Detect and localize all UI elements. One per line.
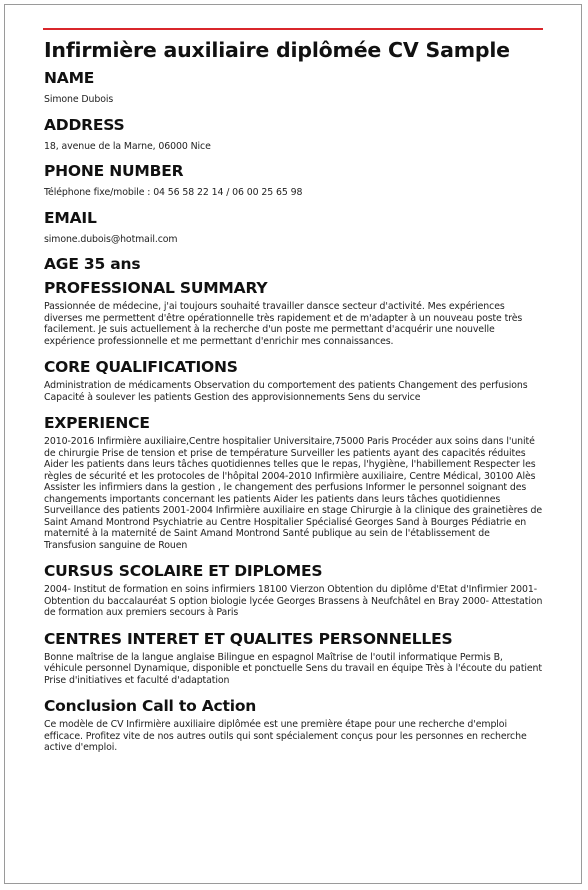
section-heading-email: EMAIL bbox=[44, 208, 97, 227]
section-education bbox=[44, 561, 544, 619]
section-heading-summary: PROFESSIONAL SUMMARY bbox=[44, 279, 268, 297]
section-conclusion bbox=[44, 696, 544, 754]
section-interests bbox=[44, 629, 544, 687]
section-heading-education: CURSUS SCOLAIRE ET DIPLOMES bbox=[44, 562, 323, 580]
section-address bbox=[44, 115, 544, 153]
qualifications-text: Administration de médicaments Observation du comportement des patients Changement des perfusions Capacité à soulever les patients Gestion des approvisionnements Sens du service bbox=[44, 380, 528, 403]
section-name bbox=[44, 68, 544, 106]
section-email bbox=[44, 208, 544, 246]
section-heading-phone: PHONE NUMBER bbox=[44, 162, 184, 180]
phone-value: Téléphone fixe/mobile : 04 56 58 22 14 / 06 00 25 65 98 bbox=[44, 187, 303, 198]
conclusion-text: Ce modèle de CV Infirmière auxiliaire diplômée est une première étape pour une recherche d'emploi efficace. Profitez vite de nos autres outils qui sont spécialement conçus pour les personnes en recherche active d'emploi. bbox=[44, 719, 527, 753]
section-heading-qualifications: CORE QUALIFICATIONS bbox=[44, 358, 238, 376]
experience-text: 2010-2016 Infirmière auxiliaire,Centre hospitalier Universitaire,75000 Paris Procéder aux soins dans l'unité de chirurgie Prise de tension et prise de température Surveiller les patients ayant des capacités réduites Aider les patients dans leurs tâches quotidiennes telles que le repas, l'hygiène, l'habillement Respecter les règles de sécurité et les protocoles de l'hôpital 2004-2010 Infirmière auxiliaire, Centre Médical, 30100 Alès Assister les infirmiers dans la gestion , le changement des perfusions Informer le personnel soignant des changements importants concernant les patients Aider les patients dans leurs tâches quotidiennes Surveillance des patients 2001-2004 Infirmière auxiliaire en stage Chirurgie à la clinique des grainetières de Saint Amand Montrond Psychiatrie au Centre Hospitalier Spécialisé Georges Sand à Bourges Pédiatrie en maternité à la maternité de Saint Amand Montrond Santé publique au sein de l'établissement de Transfusion sanguine de Rouen bbox=[44, 436, 543, 551]
section-experience bbox=[44, 413, 544, 551]
section-heading-name: NAME bbox=[44, 69, 95, 87]
section-heading-conclusion: Conclusion Call to Action bbox=[44, 697, 257, 715]
section-summary bbox=[44, 278, 544, 347]
section-heading-interests: CENTRES INTERET ET QUALITES PERSONNELLES bbox=[44, 629, 453, 648]
summary-text: Passionnée de médecine, j'ai toujours souhaité travailler dansce secteur d'activité. Mes expériences diverses me permettent d'être opérationnelle très rapidement et de m'adapter à un nouveau poste très facilement. Je suis actuellement à la recherche d'un poste me permettant d'acquérir une nouvelle expérience professionnelle et me permettant d'enrichir mes connaissances. bbox=[44, 301, 523, 347]
section-heading-address: ADDRESS bbox=[44, 115, 125, 134]
education-text: 2004- Institut de formation en soins infirmiers 18100 Vierzon Obtention du diplôme d'Etat d'Infirmier 2001- Obtention du baccalauréat S option biologie lycée Georges Brassens à Neufchâtel en Bray 2000- Attestation de formation aux premiers secours à Paris bbox=[44, 584, 543, 618]
section-age bbox=[44, 254, 544, 274]
document-title: Infirmière auxiliaire diplômée CV Sample bbox=[44, 38, 510, 62]
email-value: simone.dubois@hotmail.com bbox=[44, 233, 178, 245]
accent-divider bbox=[43, 28, 543, 30]
address-value: 18, avenue de la Marne, 06000 Nice bbox=[44, 140, 211, 152]
name-value: Simone Dubois bbox=[44, 94, 114, 105]
section-qualifications bbox=[44, 357, 544, 403]
section-heading-age: AGE 35 ans bbox=[44, 255, 141, 273]
section-phone bbox=[44, 161, 544, 199]
interests-text: Bonne maîtrise de la langue anglaise Bilingue en espagnol Maîtrise de l'outil informatique Permis B, véhicule personnel Dynamique, disponible et ponctuelle Sens du travail en équipe Très à l'écoute du patient Prise d'initiatives et faculté d'adaptation bbox=[44, 651, 542, 686]
cv-document bbox=[44, 38, 544, 754]
section-heading-experience: EXPERIENCE bbox=[44, 414, 150, 432]
